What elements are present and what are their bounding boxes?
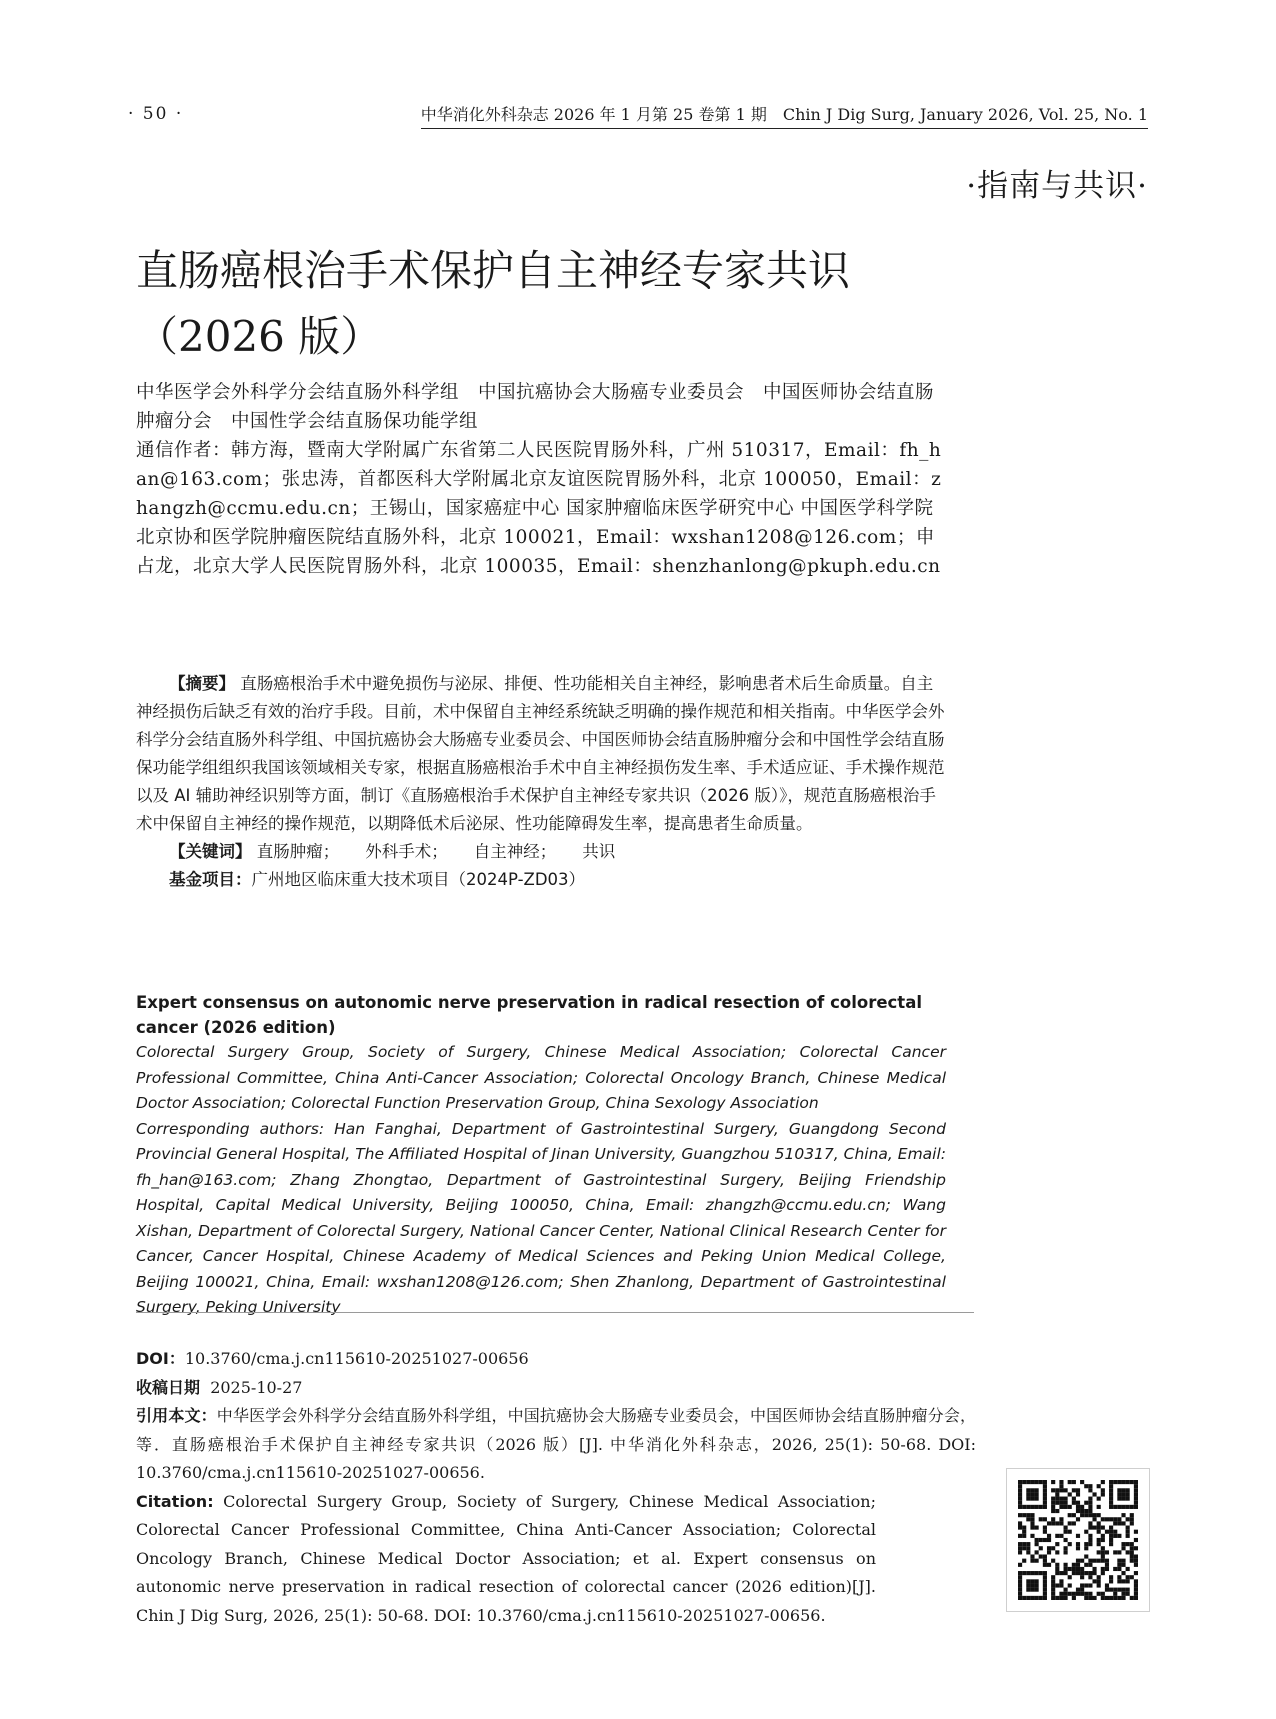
citation-cn [136,1402,976,1488]
abstract-paragraph [136,670,946,838]
abstract-label: 【摘要】 [169,674,235,693]
citation-cn-text: 中华医学会外科学分会结直肠外科学组，中国抗癌协会大肠癌专业委员会，中国医师协会结直肠肿瘤分会，等．直肠癌根治手术保护自主神经专家共识（2026 版）[J]. 中华消化外科杂志，2026, 25(1): 50-68. DOI: 10.3760/cma.j.cn115610-20251027-00656. [136,1406,976,1482]
section-divider [136,1312,974,1313]
keyword: 直肠肿瘤； [256,842,340,861]
citation-en-text: Colorectal Surgery Group, Society of Surgery, Chinese Medical Association; Colorectal Cancer Professional Committee, China Anti-Cancer Association; Colorectal Oncology Branch, Chinese Medical Doctor Association; et al. Expert consensus on autonomic nerve preservation in radical resection of colorectal cancer (2026 edition)[J]. Chin J Dig Surg, 2026, 25(1): 50-68. DOI: 10.3760/cma.j.cn115610-20251027-00656. [136,1491,877,1625]
doi-value[interactable]: 10.3760/cma.j.cn115610-20251027-00656 [184,1349,529,1368]
received-date: 2025-10-27 [210,1377,303,1397]
keyword: 自主神经； [473,842,557,861]
english-author-groups: Colorectal Surgery Group, Society of Surgery, Chinese Medical Association; Colorectal Cancer Professional Committee, China Anti-Cancer Association; Colorectal Oncology Branch, Chinese Medical Doctor Association; Colorectal Function Preservation Group, China Sexology Association [136,1043,946,1112]
abstract-text: 直肠癌根治手术中避免损伤与泌尿、排便、性功能相关自主神经，影响患者术后生命质量。自主神经损伤后缺乏有效的治疗手段。目前，术中保留自主神经系统缺乏明确的操作规范和相关指南。中华医学会外科学分会结直肠外科学组、中国抗癌协会大肠癌专业委员会、中国医师协会结直肠肿瘤分会和中国性学会结直肠保功能学组组织我国该领域相关专家，根据直肠癌根治手术中自主神经损伤发生率、手术适应证、手术操作规范以及 AI 辅助神经识别等方面，制订《直肠癌根治手术保护自主神经专家共识（2026 版）》，规范直肠癌根治手术中保留自主神经的操作规范，以期降低术后泌尿、性功能障碍发生率，提高患者生命质量。 [136,674,945,833]
doi-line [136,1345,976,1374]
doi-label: DOI： [136,1349,185,1368]
keyword: 外科手术； [365,842,448,861]
english-block [136,990,946,1321]
keywords-line [136,838,946,866]
author-groups-cn: 中华医学会外科学分会结直肠外科学组 中国抗癌协会大肠癌专业委员会 中国医师协会结直肠肿瘤分会 中国性学会结直肠保功能学组 [136,382,935,432]
page-number: · 50 · [128,104,184,124]
abstract-block [136,670,946,894]
english-title: Expert consensus on autonomic nerve preservation in radical resection of colorectal cancer (2026 edition) [136,993,922,1037]
title-line-2: （2026 版） [136,312,383,361]
received-line [136,1374,976,1403]
keywords-label: 【关键词】 [169,842,252,861]
article-info-block [136,1345,976,1630]
fund-label: 基金项目： [169,870,252,889]
keyword: 共识 [582,842,616,861]
fund-line [136,866,946,894]
qr-code-graphic [1018,1480,1138,1600]
section-label: ·指南与共识· [966,168,1148,204]
citation-cn-label: 引用本文： [136,1406,217,1425]
received-label: 收稿日期 [136,1377,201,1397]
corresponding-authors-cn: 通信作者：韩方海，暨南大学附属广东省第二人民医院胃肠外科，广州 510317，Email：fh_han@163.com；张忠涛，首都医科大学附属北京友谊医院胃肠外科，北京 100050，Email：zhangzh@ccmu.edu.cn；王锡山，国家癌症中心 国家肿瘤临床医学研究中心 中国医学科学院 北京协和医学院肿瘤医院结直肠外科，北京 100021，Email：wxshan1208@126.com；申占龙，北京大学人民医院胃肠外科，北京 100035，Email：shenzhanlong@pkuph.edu.cn [136,440,942,577]
citation-en [136,1488,876,1631]
fund-text: 广州地区临床重大技术项目（2024P-ZD03） [251,870,586,889]
title-line-1: 直肠癌根治手术保护自主神经专家共识 [136,246,851,295]
authors-block-cn [136,378,946,581]
article-title [136,238,850,370]
english-corresponding-authors: Corresponding authors: Han Fanghai, Department of Gastrointestinal Surgery, Guangdong Second Provincial General Hospital, The Affiliated Hospital of Jinan University, Guangzhou 510317, China, Email: fh_han@163.com; Zhang Zhongtao, Department of Gastrointestinal Surgery, Beijing Friendship Hospital, Capital Medical University, Beijing 100050, China, Email: zhangzh@ccmu.edu.cn; Wang Xishan, Department of Colorectal Surgery, National Cancer Center, National Clinical Research Center for Cancer, Cancer Hospital, Chinese Academy of Medical Sciences and Peking Union Medical College, Beijing 100021, China, Email: wxshan1208@126.com; Shen Zhanlong, Department of Gastrointestinal Surgery, Peking University [136,1119,946,1316]
citation-en-label: Citation: [136,1491,214,1511]
qr-code-icon[interactable] [1006,1468,1150,1612]
running-head: 中华消化外科杂志 2026 年 1 月第 25 卷第 1 期 Chin J Dig Surg, January 2026, Vol. 25, No. 1 [421,102,1148,129]
